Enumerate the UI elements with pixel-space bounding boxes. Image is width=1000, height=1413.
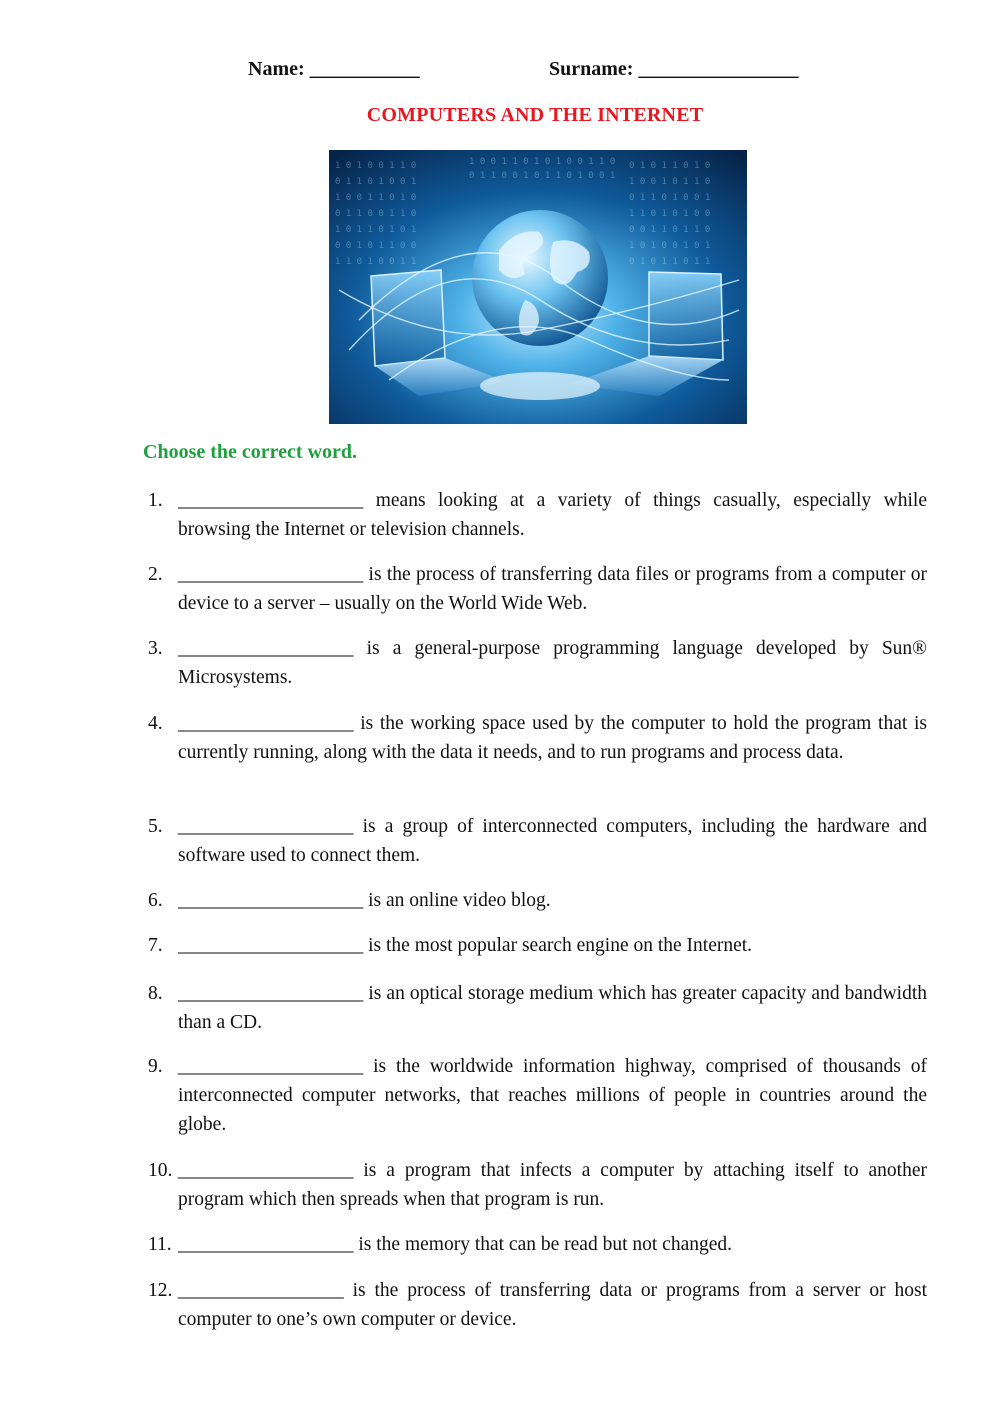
question-text[interactable]: __________________ is a group of interconnected computers, including the hardware and software used to connect them. (178, 816, 927, 866)
svg-text:1 0 1 0 0 1 1 0: 1 0 1 0 0 1 1 0 (335, 161, 417, 171)
question-text[interactable]: ___________________ is the worldwide information highway, comprised of thousands of interconnected computer networks, that reaches millions of people in countries around the globe. (178, 1056, 927, 1135)
svg-text:1 0 0 1 1 0 1 0 1 0 0 1 1 0: 1 0 0 1 1 0 1 0 1 0 0 1 1 0 (469, 157, 616, 167)
svg-text:1 0 1 0 0 1 0 1: 1 0 1 0 0 1 0 1 (629, 241, 711, 251)
svg-text:0 1 1 0 1 0 0 1: 0 1 1 0 1 0 0 1 (335, 177, 417, 187)
question-number: 11. (148, 1234, 172, 1255)
svg-text:1 1 0 1 0 0 1 1: 1 1 0 1 0 0 1 1 (335, 257, 417, 267)
svg-text:0 1 1 0 1 0 0 1: 0 1 1 0 1 0 0 1 (629, 193, 711, 203)
svg-text:0 0 1 0 1 1 0 0: 0 0 1 0 1 1 0 0 (335, 241, 417, 251)
question-text[interactable]: __________________ is a program that infects a computer by attaching itself to another program which then spreads when that program is run. (178, 1160, 927, 1210)
worksheet-title: COMPUTERS AND THE INTERNET (366, 104, 704, 126)
question-text[interactable]: __________________ is a general-purpose programming language developed by Sun® Microsystems. (178, 638, 927, 688)
question-number: 3. (148, 638, 163, 659)
question-number: 10. (148, 1160, 173, 1181)
svg-text:1 0 0 1 0 1 1 0: 1 0 0 1 0 1 1 0 (629, 177, 711, 187)
instruction-heading: Choose the correct word. (143, 441, 358, 463)
svg-text:0 0 1 1 0 1 1 0: 0 0 1 1 0 1 1 0 (629, 225, 711, 235)
globe-network-illustration (329, 150, 747, 424)
question-text[interactable]: ___________________ is an online video blog. (178, 890, 551, 911)
question-text[interactable]: __________________ is the memory that can be read but not changed. (178, 1234, 732, 1255)
question-text[interactable]: _________________ is the process of transferring data or programs from a server or host computer to one’s own computer or device. (178, 1280, 927, 1330)
question-number: 4. (148, 713, 163, 734)
question-number: 1. (148, 490, 163, 511)
question-number: 5. (148, 816, 163, 837)
surname-field-label[interactable]: Surname: ________________ (549, 58, 799, 80)
svg-text:1 1 0 1 0 1 0 0: 1 1 0 1 0 1 0 0 (629, 209, 711, 219)
question-text[interactable]: ___________________ is an optical storage medium which has greater capacity and bandwidth than a CD. (178, 983, 927, 1033)
question-text[interactable]: ___________________ means looking at a variety of things casually, especially while browsing the Internet or television channels. (178, 490, 927, 540)
svg-text:0 1 1 0 0 1 0 1 1 0 1 0 0 1: 0 1 1 0 0 1 0 1 1 0 1 0 0 1 (469, 171, 616, 181)
question-number: 2. (148, 564, 163, 585)
question-text[interactable]: __________________ is the working space used by the computer to hold the program that is currently running, along with the data it needs, and to run programs and process data. (178, 713, 927, 763)
svg-text:0 1 0 1 1 0 1 1: 0 1 0 1 1 0 1 1 (629, 257, 711, 267)
question-number: 7. (148, 935, 163, 956)
question-number: 12. (148, 1280, 173, 1301)
question-number: 6. (148, 890, 163, 911)
question-number: 9. (148, 1056, 163, 1077)
question-number: 8. (148, 983, 163, 1004)
svg-text:1 0 0 1 1 0 1 0: 1 0 0 1 1 0 1 0 (335, 193, 417, 203)
svg-text:0 1 1 0 0 1 1 0: 0 1 1 0 0 1 1 0 (335, 209, 417, 219)
svg-text:0 1 0 1 1 0 1 0: 0 1 0 1 1 0 1 0 (629, 161, 711, 171)
svg-text:1 0 1 1 0 1 0 1: 1 0 1 1 0 1 0 1 (335, 225, 417, 235)
student-info-header (0, 58, 1000, 88)
question-text[interactable]: ___________________ is the process of transferring data files or programs from a computer or device to a server – usually on the World Wide Web. (178, 564, 927, 614)
name-field-label[interactable]: Name: ___________ (248, 58, 420, 80)
question-text[interactable]: ___________________ is the most popular search engine on the Internet. (178, 935, 753, 956)
